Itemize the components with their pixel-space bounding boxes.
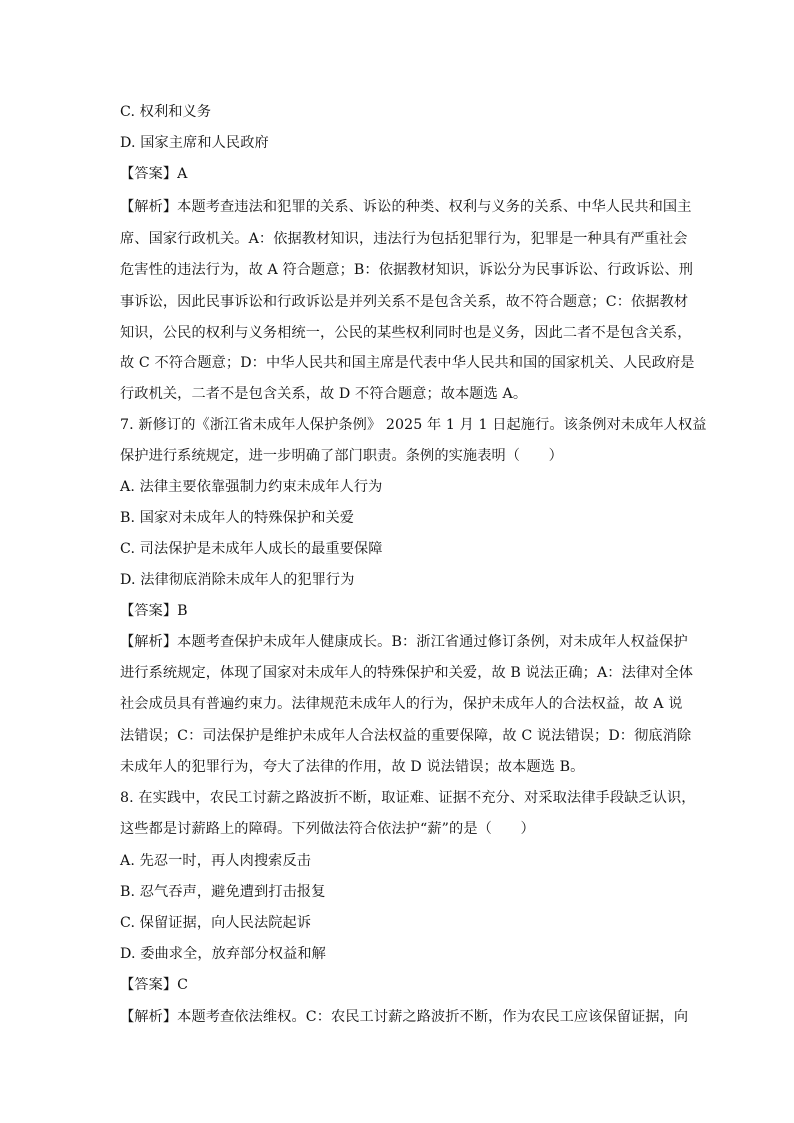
analysis-q6-line-6: 故 C 不符合题意；D：中华人民共和国主席是代表中华人民共和国的国家机关、人民政府是 [120, 355, 695, 371]
analysis-q8-line-1: 【解析】本题考查依法维权。C：农民工讨薪之路波折不断，作为农民工应该保留证据，向 [120, 1009, 689, 1025]
option-d-q8: D. 委曲求全，放弃部分权益和解 [120, 946, 326, 962]
option-c-q6: C. 权利和义务 [120, 104, 212, 120]
answer-q7: 【答案】B [120, 603, 188, 619]
analysis-q7-line-4: 法错误；C：司法保护是维护未成年人合法权益的重要保障，故 C 说法错误；D：彻底消除 [120, 728, 692, 744]
option-b-q8: B. 忍气吞声，避免遭到打击报复 [120, 884, 326, 900]
option-c-q7: C. 司法保护是未成年人成长的最重要保障 [120, 541, 383, 557]
option-a-q8: A. 先忍一时，再人肉搜索反击 [120, 853, 312, 869]
answer-q8: 【答案】C [120, 977, 189, 993]
option-d-q6: D. 国家主席和人民政府 [120, 135, 269, 151]
analysis-q7-line-3: 社会成员具有普遍约束力。法律规范未成年人的行为，保护未成年人的合法权益，故 A 说 [120, 696, 683, 712]
option-a-q7: A. 法律主要依靠强制力约束未成年人行为 [120, 479, 383, 495]
question-8-line-1: 8. 在实践中，农民工讨薪之路波折不断，取证难、证据不充分、对采取法律手段缺乏认识， [120, 790, 696, 806]
question-7-line-2: 保护进行系统规定，进一步明确了部门职责。条例的实施表明（ ） [120, 448, 563, 464]
analysis-q6-line-3: 危害性的违法行为，故 A 符合题意；B：依据教材知识，诉讼分为民事诉讼、行政诉讼、刑 [120, 262, 694, 278]
analysis-q7-line-1: 【解析】本题考查保护未成年人健康成长。B：浙江省通过修订条例，对未成年人权益保护 [120, 634, 688, 650]
analysis-q6-line-7: 行政机关，二者不是包含关系，故 D 不符合题意；故本题选 A。 [120, 386, 528, 402]
question-7-line-1: 7. 新修订的《浙江省未成年人保护条例》 2025 年 1 月 1 日起施行。该条例对未成年人权益 [120, 417, 707, 433]
analysis-q7-line-5: 未成年人的犯罪行为，夸大了法律的作用，故 D 说法错误；故本题选 B。 [120, 759, 585, 775]
analysis-q6-line-2: 席、国家行政机关。A：依据教材知识，违法行为包括犯罪行为，犯罪是一种具有严重社会 [120, 231, 688, 247]
analysis-q7-line-2: 进行系统规定，体现了国家对未成年人的特殊保护和关爱，故 B 说法正确；A：法律对全体 [120, 665, 694, 681]
question-8-line-2: 这些都是讨薪路上的障碍。下列做法符合依法护“薪”的是（ ） [120, 821, 535, 837]
option-d-q7: D. 法律彻底消除未成年人的犯罪行为 [120, 572, 355, 588]
answer-q6: 【答案】A [120, 166, 188, 182]
option-c-q8: C. 保留证据，向人民法院起诉 [120, 915, 312, 931]
analysis-q6-line-4: 事诉讼，因此民事诉讼和行政诉讼是并列关系不是包含关系，故不符合题意；C：依据教材 [120, 294, 689, 310]
option-b-q7: B. 国家对未成年人的特殊保护和关爱 [120, 510, 355, 526]
analysis-q6-line-1: 【解析】本题考查违法和犯罪的关系、诉讼的种类、权利与义务的关系、中华人民共和国主 [120, 199, 692, 215]
analysis-q6-line-5: 知识，公民的权利与义务相统一，公民的某些权利同时也是义务，因此二者不是包含关系， [120, 325, 692, 341]
